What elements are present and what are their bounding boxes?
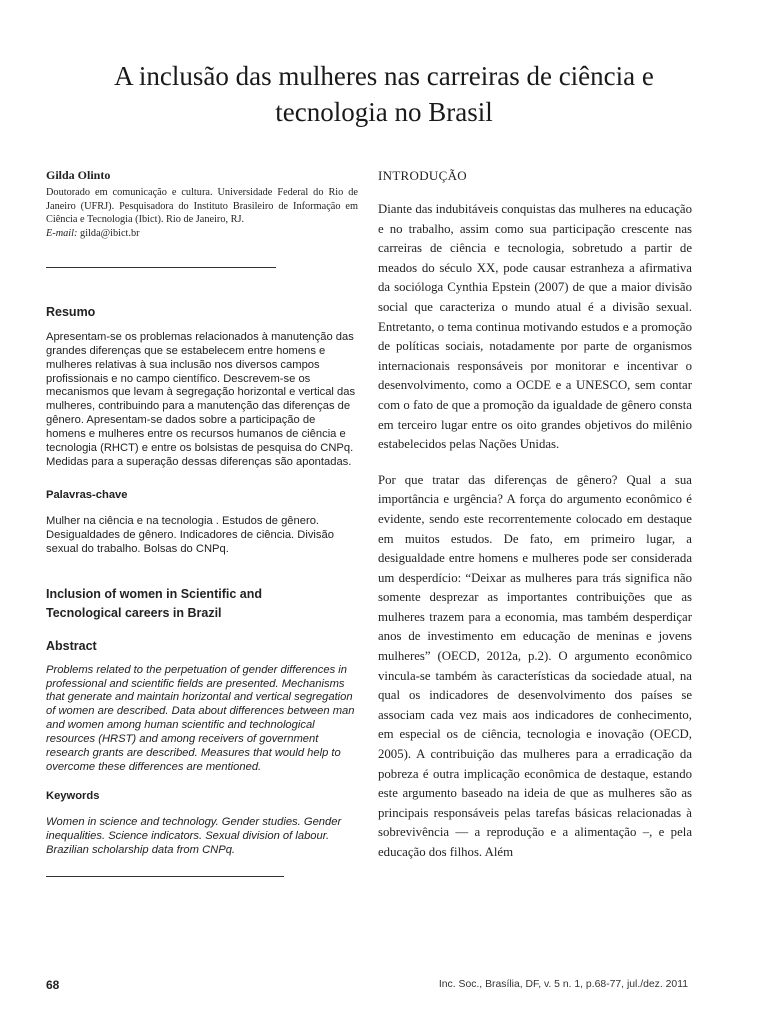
right-column — [378, 168, 692, 863]
keywords-divider — [46, 876, 284, 877]
abstract-heading: Abstract — [46, 638, 97, 653]
author-affiliation: Doutorado em comunicação e cultura. Universidade Federal do Rio de Janeiro (UFRJ). Pesquisadora do Instituto Brasileiro de Informação em Ciência e Tecnologia (Ibict). Rio de Janeiro, RJ. — [46, 187, 358, 226]
journal-citation: Inc. Soc., Brasília, DF, v. 5 n. 1, p.68-77, jul./dez. 2011 — [438, 979, 688, 990]
abstract-text: Problems related to the perpetuation of gender differences in professional and scientific fields are presented. Mechanisms that generate and maintain horizontal and vertical segregation of women are described. Data about differences between man and women among human scientific and technological resources (HRST) and among receivers of government research grants are described. Measures that would help to overcome these differences are mentioned. — [46, 663, 355, 773]
page-number: 68 — [46, 978, 60, 992]
email-label: E-mail: — [46, 228, 78, 240]
author-affiliation-block — [46, 186, 358, 241]
author-name: Gilda Olinto — [46, 168, 111, 182]
article-title — [40, 58, 728, 130]
article-title-line-1: A inclusão das mulheres nas carreiras de ciência e — [114, 61, 654, 91]
article-title-line-2: tecnologia no Brasil — [275, 97, 493, 127]
keywords-heading: Keywords — [46, 789, 100, 802]
introducao-heading: INTRODUÇÃO — [378, 168, 467, 183]
author-divider — [46, 267, 276, 268]
palavras-chave-heading: Palavras-chave — [46, 488, 128, 501]
author-email[interactable]: gilda@ibict.br — [80, 228, 140, 240]
palavras-chave-text: Mulher na ciência e na tecnologia . Estudos de gênero. Desigualdades de gênero. Indicadores de ciência. Divisão sexual do trabalho. Bolsas do CNPq. — [46, 514, 334, 555]
keywords-text: Women in science and technology. Gender studies. Gender inequalities. Science indicators. Sexual division of labour. Brazilian scholarship data from CNPq. — [46, 815, 342, 856]
resumo-heading: Resumo — [46, 304, 96, 319]
introducao-paragraph-1: Diante das indubitáveis conquistas das mulheres na educação e no trabalho, assim como sua participação crescente nas carreiras de ciência e tecnologia, sobretudo a partir de meados do século XX, pode causar estranheza a afirmativa da socióloga Cynthia Epstein (2007) de que a maior divisão social que caracteriza o mundo atual é a divisão sexual. Entretanto, o tema continua motivando estudos e a promoção de políticas sociais, notadamente por parte de organismos internacionais responsáveis por monitorar e incentivar o desenvolvimento, como a OCDE e a UNESCO, sem contar com o fato de que a promoção da igualdade de gênero consta em terceiro lugar entre os oito grandes objetivos do milênio estabelecidos pelas Nações Unidas. — [378, 202, 692, 452]
english-title — [46, 585, 358, 623]
resumo-text: Apresentam-se os problemas relacionados à manutenção das grandes diferenças que se estabelecem entre homens e mulheres relativas à sua inclusão nos diversos campos profissionais e no campo científico. Descrevem-se os mecanismos que levam à segregação horizontal e vertical das mulheres, contribuindo para a manutenção das diferenças de gênero. Apresentam-se dados sobre a participação de homens e mulheres entre os recursos humanos de ciência e tecnologia (RHCT) e entre os bolsistas de pesquisa do CNPq. Medidas para a superação dessas diferenças são apontadas. — [46, 330, 356, 468]
left-column — [46, 168, 358, 877]
english-title-line-1: Inclusion of women in Scientific and — [46, 586, 262, 601]
introducao-paragraph-2: Por que tratar das diferenças de gênero? Qual a sua importância e urgência? A força do argumento econômico é evidente, sendo este recorrentemente colocado em destaque em muitos estudos. De fato, em primeiro lugar, a desigualdade entre homens e mulheres pode ser considerada um desperdício: “Deixar as mulheres para trás significa não somente desprezar as importantes contribuições que as mulheres trazem para a economia, mas também desperdiçar anos de investimento em educação de meninas e jovens mulheres” (OECD, 2012a, p.2). O argumento econômico vincula-se também às características da sociedade atual, na qual os indicadores de desenvolvimento dos países se associam cada vez mais aos indicadores de conhecimento, em especial os de ciência, tecnologia e inovação (OECD, 2005). A contribuição das mulheres para a erradicação da pobreza é outra implicação econômica de destaque, estando este argumento baseado na ideia de que as mulheres são as principais responsáveis pelas tarefas básicas relacionadas à sobrevivência — a reprodução e a alimentação –, e pela educação dos filhos. Além — [378, 472, 692, 859]
english-title-line-2: Tecnological careers in Brazil — [46, 605, 222, 620]
